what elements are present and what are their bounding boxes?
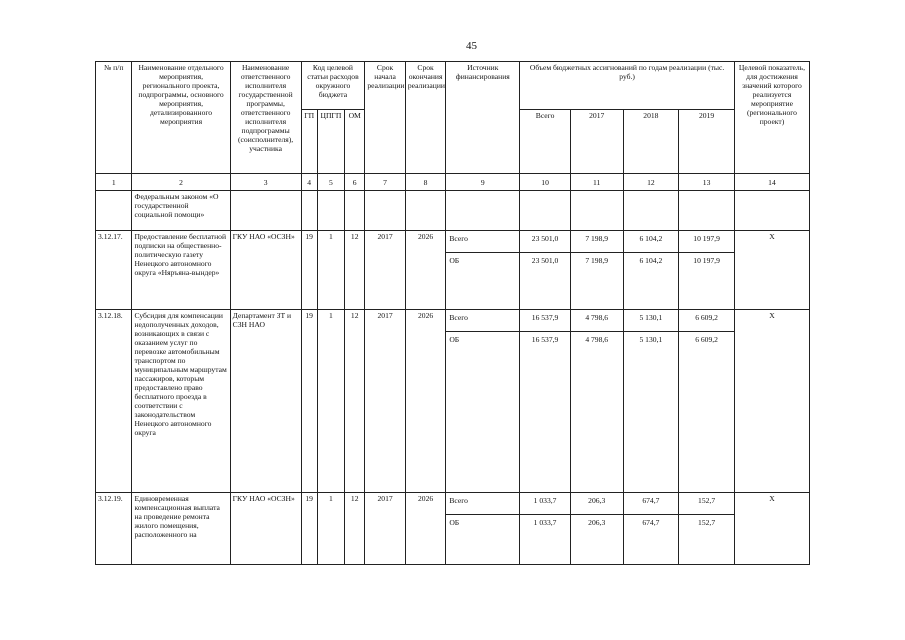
row-2018: 5 130,1 5 130,1 <box>623 310 679 493</box>
row-gp: 19 <box>301 231 317 310</box>
row-2019: 152,7 152,7 <box>679 493 735 565</box>
source-ob: ОБ <box>449 256 460 265</box>
row-sources <box>446 493 520 565</box>
column-number: 11 <box>570 174 623 191</box>
column-number: 4 <box>301 174 317 191</box>
column-number: 14 <box>734 174 809 191</box>
row-activity-name: Единовременная компенсационная выплата на проведение ремонта жилого помещения, расположенного на <box>132 493 230 565</box>
row-total: 23 501,0 23 501,0 <box>520 231 571 310</box>
row-target: Х <box>734 231 809 310</box>
column-number: 7 <box>365 174 406 191</box>
row-sources <box>446 310 520 493</box>
header-2019: 2019 <box>679 110 735 174</box>
column-number: 10 <box>520 174 571 191</box>
row-number: 3.12.19. <box>96 493 132 565</box>
row-executor: ГКУ НАО «ОСЗН» <box>230 231 301 310</box>
row-2018: 6 104,2 6 104,2 <box>623 231 679 310</box>
row-start: 2017 <box>365 310 406 493</box>
continuation-text: Федеральным законом «О государственной социальной помощи» <box>132 191 230 231</box>
table-row <box>96 310 810 493</box>
row-2019: 6 609,2 6 609,2 <box>679 310 735 493</box>
row-2017: 7 198,9 7 198,9 <box>570 231 623 310</box>
source-ob: ОБ <box>449 335 460 344</box>
row-cpgp: 1 <box>317 231 344 310</box>
row-2019: 10 197,9 10 197,9 <box>679 231 735 310</box>
row-start: 2017 <box>365 493 406 565</box>
row-2018: 674,7 674,7 <box>623 493 679 565</box>
table-row <box>96 231 810 310</box>
column-number: 1 <box>96 174 132 191</box>
header-activity-name: Наименование отдельного мероприятия, регионального проекта, подпрограммы, основного мероприятия, детализированного мероприятия <box>132 62 230 174</box>
continuation-row <box>96 191 810 231</box>
column-number: 2 <box>132 174 230 191</box>
column-number: 13 <box>679 174 735 191</box>
row-gp: 19 <box>301 493 317 565</box>
row-om: 12 <box>345 493 365 565</box>
row-om: 12 <box>345 310 365 493</box>
header-executor: Наименование ответственного исполнителя государственной программы, ответственного исполнителя подпрограммы (соисполнителя), участника <box>230 62 301 174</box>
header-gp: ГП <box>301 110 317 174</box>
header-om: ОМ <box>345 110 365 174</box>
row-2017: 206,3 206,3 <box>570 493 623 565</box>
header-source: Источник финансирования <box>446 62 520 174</box>
row-total: 16 537,9 16 537,9 <box>520 310 571 493</box>
header-number: № п/п <box>96 62 132 174</box>
column-number: 12 <box>623 174 679 191</box>
source-total: Всего <box>446 493 519 515</box>
page-number: 45 <box>466 40 477 52</box>
header-target: Целевой показатель, для достижения значений которого реализуется мероприятие (регионального проект) <box>734 62 809 174</box>
row-start: 2017 <box>365 231 406 310</box>
row-om: 12 <box>345 231 365 310</box>
row-number: 3.12.18. <box>96 310 132 493</box>
row-target: Х <box>734 310 809 493</box>
table-row <box>96 493 810 565</box>
header-total: Всего <box>520 110 571 174</box>
column-number: 9 <box>446 174 520 191</box>
row-end: 2026 <box>405 310 446 493</box>
row-total: 1 033,7 1 033,7 <box>520 493 571 565</box>
source-total: Всего <box>446 231 519 253</box>
row-number: 3.12.17. <box>96 231 132 310</box>
row-2017: 4 798,6 4 798,6 <box>570 310 623 493</box>
row-gp: 19 <box>301 310 317 493</box>
source-ob: ОБ <box>449 518 460 527</box>
row-executor: Департамент ЗТ и СЗН НАО <box>230 310 301 493</box>
header-cpgp: ЦПГП <box>317 110 344 174</box>
header-row-1 <box>96 62 810 110</box>
row-activity-name: Предоставление бесплатной подписки на общественно-политическую газету Ненецкого автономного округа «Няръяна-вындер» <box>132 231 230 310</box>
header-2018: 2018 <box>623 110 679 174</box>
header-end: Срок окончания реализации <box>405 62 446 174</box>
header-start: Срок начала реализации <box>365 62 406 174</box>
header-budget-group: Объем бюджетных ассигнований по годам реализации (тыс. руб.) <box>520 62 735 110</box>
column-number: 3 <box>230 174 301 191</box>
row-cpgp: 1 <box>317 310 344 493</box>
header-2017: 2017 <box>570 110 623 174</box>
column-number: 6 <box>345 174 365 191</box>
source-total: Всего <box>446 310 519 332</box>
row-sources <box>446 231 520 310</box>
budget-table <box>95 61 810 565</box>
column-number: 8 <box>405 174 446 191</box>
row-cpgp: 1 <box>317 493 344 565</box>
row-executor: ГКУ НАО «ОСЗН» <box>230 493 301 565</box>
row-activity-name: Субсидия для компенсации недополученных доходов, возникающих в связи с оказанием услуг по перевозке автомобильным транспортом по муниципальным маршрутам пассажиров, которым предоставлено право бесплатного проезда в соответствии с законодательством Ненецкого автономного округа <box>132 310 230 493</box>
row-target: Х <box>734 493 809 565</box>
row-end: 2026 <box>405 231 446 310</box>
row-end: 2026 <box>405 493 446 565</box>
column-numbers-row <box>96 174 810 191</box>
header-code-group: Код целевой статьи расходов окружного бюджета <box>301 62 365 110</box>
column-number: 5 <box>317 174 344 191</box>
